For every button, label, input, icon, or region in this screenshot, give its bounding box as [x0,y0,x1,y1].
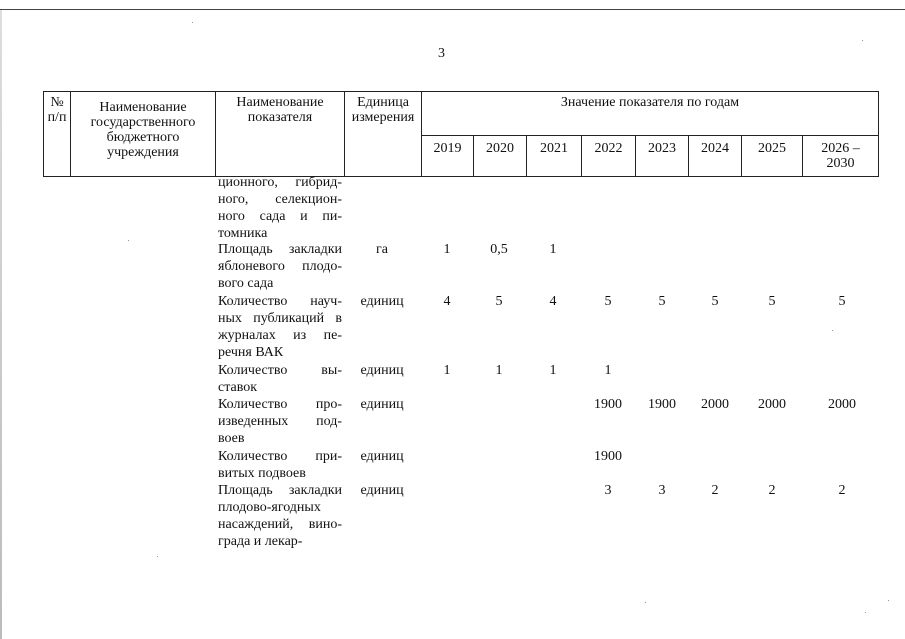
indicator-line: Площадь закладки [218,242,342,257]
scan-speck [865,612,866,613]
value-cell-2022: 3 [604,483,612,498]
value-cell-2023: 3 [658,483,666,498]
unit-cell: единиц [360,449,404,464]
value-cell-2024: 5 [711,294,719,309]
value-cell-2022: 5 [604,294,612,309]
indicator-line: ставок [218,380,258,395]
value-cell-2022: 1 [604,363,612,378]
value-cell-2024: 2000 [701,397,729,412]
value-cell-2024: 2 [711,483,719,498]
header-year-2026-2030: 2026 – 2030 [803,136,879,177]
indicator-line: Количество при- [218,449,342,464]
scan-speck [862,40,863,41]
value-cell-2026–2030: 2000 [828,397,856,412]
unit-cell: единиц [360,483,404,498]
value-cell-2025: 5 [768,294,776,309]
indicator-name [218,362,342,396]
scan-speck [192,22,193,23]
indicator-name [218,174,342,242]
value-cell-2026–2030: 2 [838,483,846,498]
unit-cell: единиц [360,363,404,378]
header-year-2020: 2020 [474,136,527,177]
table-header [43,91,879,177]
unit-cell: га [376,242,388,257]
header-unit: Единица измерения [345,92,422,177]
indicator-line: Площадь закладки [218,483,342,498]
indicator-line: плодово-ягодных [218,500,321,515]
value-cell-2021: 4 [549,294,557,309]
indicator-line: ционного, гибрид- [218,175,342,190]
unit-cell: единиц [360,294,404,309]
value-cell-2019: 1 [443,363,451,378]
scan-top-border [0,9,905,10]
indicator-name [218,482,342,550]
value-cell-2023: 5 [658,294,666,309]
indicator-line: витых подвоев [218,466,306,481]
value-cell-2022: 1900 [594,449,622,464]
header-year-2023: 2023 [636,136,689,177]
indicator-line: ного сада и пи- [218,209,342,224]
value-cell-2021: 1 [549,242,557,257]
scan-speck [888,600,889,601]
value-cell-2019: 1 [443,242,451,257]
indicator-line: Количество про- [218,397,342,412]
scan-speck [832,330,833,331]
header-year-2021: 2021 [527,136,582,177]
unit-cell: единиц [360,397,404,412]
header-year-2024: 2024 [689,136,742,177]
scan-speck [645,602,646,603]
header-institution: Наименование государственного бюджетного учреждения [71,92,216,177]
header-year-2019: 2019 [422,136,474,177]
value-cell-2026–2030: 5 [838,294,846,309]
indicator-line: речня ВАК [218,345,284,360]
value-cell-2020: 1 [495,363,503,378]
header-year-2022: 2022 [582,136,636,177]
indicator-name [218,241,342,292]
value-cell-2025: 2000 [758,397,786,412]
header-num: № п/п [44,92,71,177]
value-cell-2020: 0,5 [490,242,508,257]
indicator-line: вого сада [218,276,274,291]
indicator-name [218,293,342,361]
indicator-line: Количество вы- [218,363,342,378]
indicator-line: ных публикаций в [218,311,342,326]
header-indicator: Наименование показателя [216,92,345,177]
value-cell-2021: 1 [549,363,557,378]
header-years-title: Значение показателя по годам [422,92,879,136]
scan-left-edge [0,10,2,639]
indicator-line: ного, селекцион- [218,192,342,207]
page-number: 3 [438,46,445,61]
scan-speck [157,556,158,557]
indicator-name [218,396,342,447]
value-cell-2019: 4 [443,294,451,309]
indicator-line: насаждений, вино- [218,517,342,532]
indicator-line: яблоневого плодо- [218,259,342,274]
indicator-line: воев [218,431,245,446]
value-cell-2025: 2 [768,483,776,498]
value-cell-2020: 5 [495,294,503,309]
indicator-line: Количество науч- [218,294,342,309]
indicator-line: изведенных под- [218,414,342,429]
scan-speck [128,240,129,241]
indicator-name [218,448,342,482]
header-year-2025: 2025 [742,136,803,177]
value-cell-2023: 1900 [648,397,676,412]
indicator-line: града и лекар- [218,534,303,549]
indicator-line: журналах из пе- [218,328,342,343]
value-cell-2022: 1900 [594,397,622,412]
indicator-line: томника [218,226,268,241]
